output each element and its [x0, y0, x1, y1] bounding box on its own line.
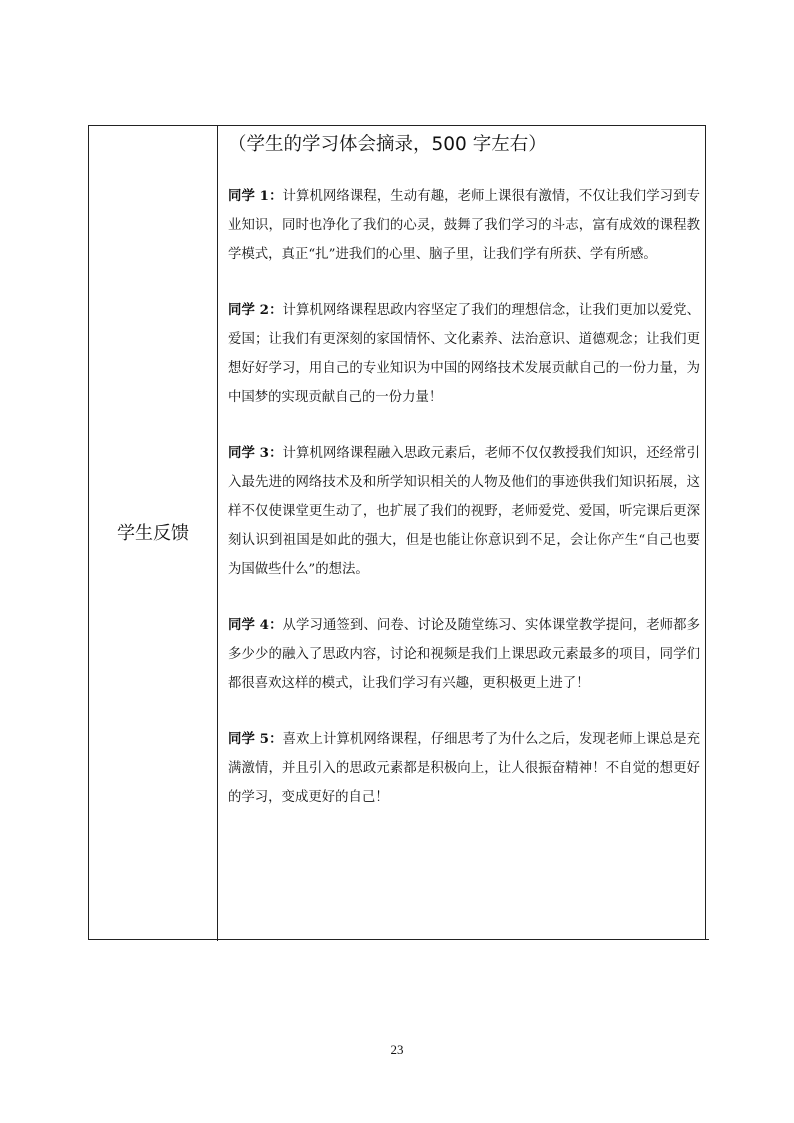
student-entry-1 — [228, 182, 700, 269]
student-name: 同学 5： — [228, 731, 283, 747]
student-name: 同学 4： — [228, 617, 283, 633]
feedback-subtitle: （学生的学习体会摘录，500 字左右） — [228, 134, 547, 155]
table-bottom-border — [88, 939, 709, 940]
section-label: 学生反馈 — [117, 523, 189, 544]
student-name: 同学 2： — [228, 302, 283, 318]
column-divider — [217, 126, 218, 941]
feedback-content — [228, 130, 700, 839]
student-name: 同学 3： — [228, 445, 283, 461]
student-comment: 喜欢上计算机网络课程，仔细思考了为什么之后，发现老师上课总是充满激情，并且引入的思政元素都是积极向上，让人很振奋精神！不自觉的想更好的学习，变成更好的自己！ — [228, 732, 700, 805]
student-entry-5 — [228, 725, 700, 812]
student-entry-3 — [228, 439, 700, 584]
student-comment: 计算机网络课程思政内容坚定了我们的理想信念，让我们更加以爱党、爱国；让我们有更深刻的家国情怀、文化素养、法治意识、道德观念；让我们更想好好学习，用自己的专业知识为中国的网络技术发展贡献自己的一份力量，为中国梦的实现贡献自己的一份力量！ — [228, 303, 700, 405]
student-entry-2 — [228, 296, 700, 412]
student-comment: 计算机网络课程融入思政元素后，老师不仅仅教授我们知识，还经常引入最先进的网络技术及和所学知识相关的人物及他们的事迹供我们知识拓展，这样不仅使课堂更生动了，也扩展了我们的视野，老师爱党、爱国，听完课后更深刻认识到祖国是如此的强大，但是也能让你意识到不足，会让你产生“自己也要为国做些什么”的想法。 — [228, 446, 700, 577]
student-entry-4 — [228, 611, 700, 698]
feedback-table — [88, 125, 706, 940]
page-number: 23 — [390, 1042, 404, 1057]
student-comment: 从学习通签到、问卷、讨论及随堂练习、实体课堂教学提问，老师都多多少少的融入了思政内容，讨论和视频是我们上课思政元素最多的项目，同学们都很喜欢这样的模式，让我们学习有兴趣，更积极更上进了！ — [228, 618, 700, 691]
student-name: 同学 1： — [228, 188, 283, 204]
student-comment: 计算机网络课程，生动有趣，老师上课很有激情，不仅让我们学习到专业知识，同时也净化了我们的心灵，鼓舞了我们学习的斗志，富有成效的课程教学模式，真正“扎”进我们的心里、脑子里，让我们学有所获、学有所感。 — [228, 189, 700, 262]
